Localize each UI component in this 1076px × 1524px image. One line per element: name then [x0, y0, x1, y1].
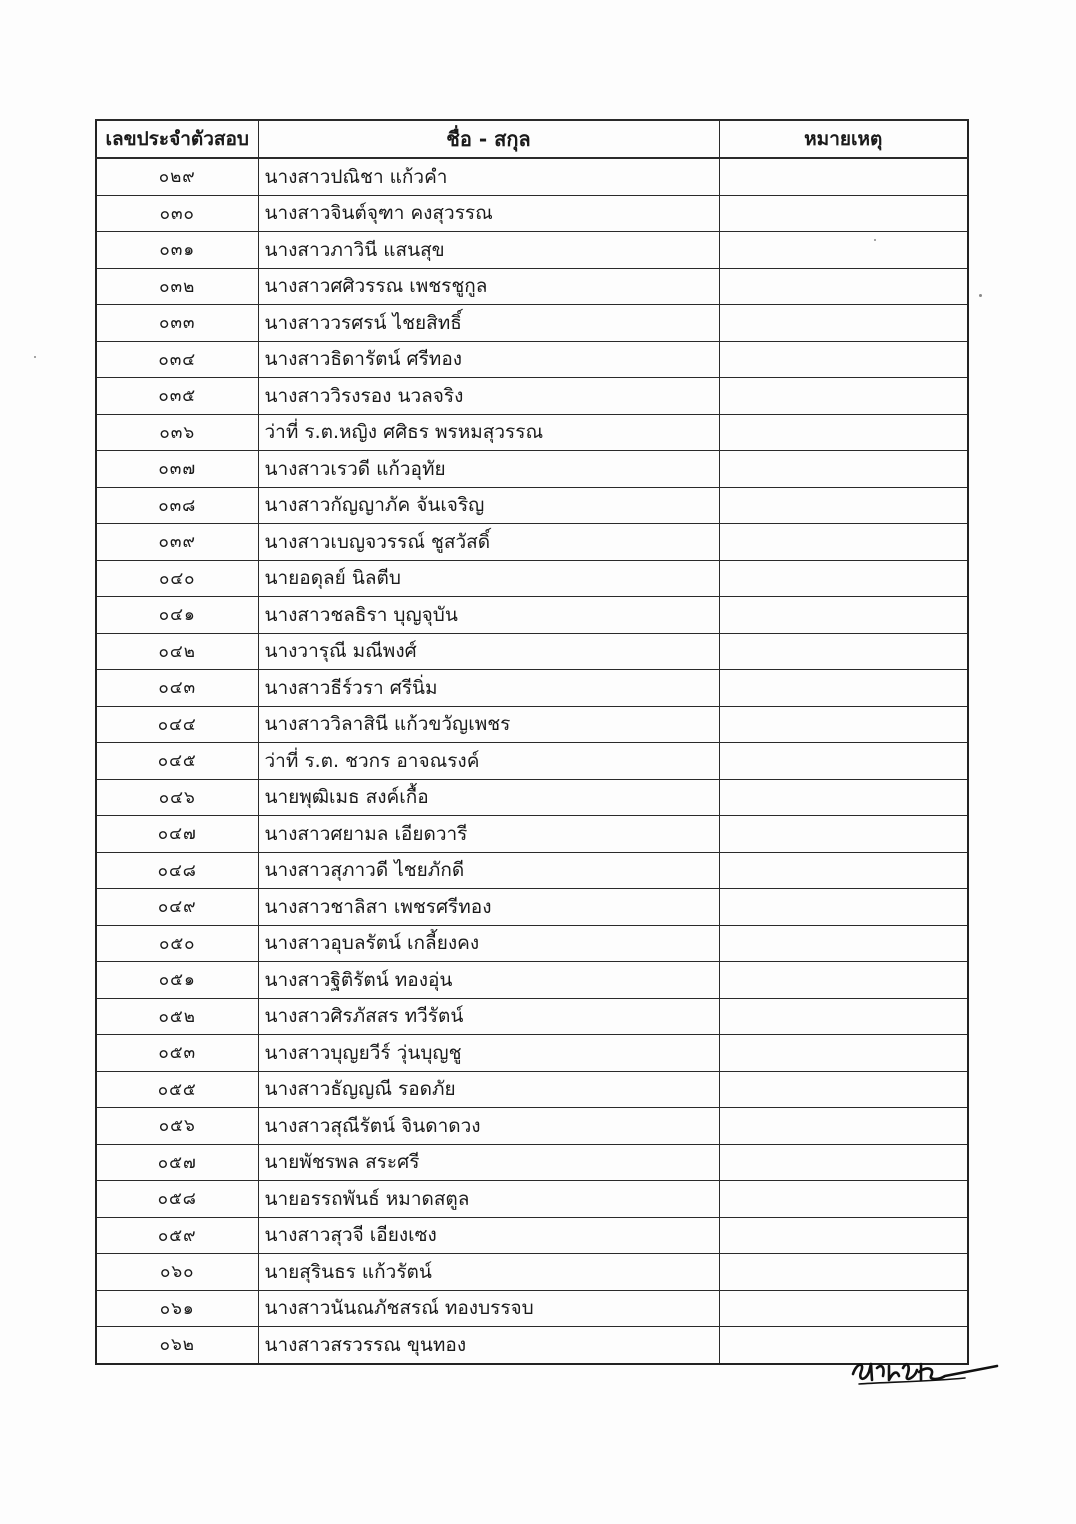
remarks-cell — [719, 378, 968, 415]
table-row — [96, 378, 968, 415]
remarks-cell — [719, 158, 968, 195]
remarks-cell — [719, 1144, 968, 1181]
exam-id-cell: ๐๔๔ — [96, 706, 258, 743]
table-row — [96, 414, 968, 451]
full-name-cell: นางสาวชาลิสา เพชรศรีทอง — [258, 889, 719, 926]
table-row — [96, 1327, 968, 1364]
exam-id-cell: ๐๕๓ — [96, 1035, 258, 1072]
table-row — [96, 195, 968, 232]
exam-id-cell: ๐๕๙ — [96, 1217, 258, 1254]
full-name-cell: นางสาวปณิชา แก้วคำ — [258, 158, 719, 195]
header-full-name: ชื่อ - สกุล — [258, 120, 719, 158]
full-name-cell: นางสาวสุณีรัตน์ จินดาดวง — [258, 1108, 719, 1145]
full-name-cell: นางสาววรศรน์ ไชยสิทธิ์ — [258, 305, 719, 342]
remarks-cell — [719, 852, 968, 889]
exam-id-cell: ๐๓๙ — [96, 524, 258, 561]
full-name-cell: นางสาวฐิติรัตน์ ทองอุ่น — [258, 962, 719, 999]
exam-id-cell: ๐๓๐ — [96, 195, 258, 232]
remarks-cell — [719, 962, 968, 999]
exam-id-cell: ๐๕๕ — [96, 1071, 258, 1108]
table-row — [96, 962, 968, 999]
exam-id-cell: ๐๕๒ — [96, 998, 258, 1035]
remarks-cell — [719, 414, 968, 451]
exam-id-cell: ๐๓๗ — [96, 451, 258, 488]
full-name-cell: นางวารุณี มณีพงศ์ — [258, 633, 719, 670]
remarks-cell — [719, 597, 968, 634]
remarks-cell — [719, 1108, 968, 1145]
remarks-cell — [719, 633, 968, 670]
table-row — [96, 232, 968, 269]
full-name-cell: นางสาวสุวจี เอียงเซง — [258, 1217, 719, 1254]
exam-id-cell: ๐๓๔ — [96, 341, 258, 378]
full-name-cell: นางสาวสรวรรณ ขุนทอง — [258, 1327, 719, 1364]
scan-speck — [979, 294, 982, 297]
exam-id-cell: ๐๕๐ — [96, 925, 258, 962]
exam-id-cell: ๐๓๖ — [96, 414, 258, 451]
full-name-cell: นางสาวศิรภัสสร ทวีรัตน์ — [258, 998, 719, 1035]
remarks-cell — [719, 451, 968, 488]
remarks-cell — [719, 1254, 968, 1291]
full-name-cell: นางสาวศศิวรรณ เพชรชูกูล — [258, 268, 719, 305]
table-row — [96, 852, 968, 889]
remarks-cell — [719, 1290, 968, 1327]
table-row — [96, 743, 968, 780]
table-row — [96, 1035, 968, 1072]
remarks-cell — [719, 779, 968, 816]
remarks-cell — [719, 998, 968, 1035]
table-row — [96, 670, 968, 707]
remarks-cell — [719, 743, 968, 780]
remarks-cell — [719, 925, 968, 962]
full-name-cell: ว่าที่ ร.ต. ชวกร อาจณรงค์ — [258, 743, 719, 780]
examinee-table — [95, 119, 969, 1365]
exam-id-cell: ๐๓๘ — [96, 487, 258, 524]
full-name-cell: นางสาวชลธิรา บุญจุบัน — [258, 597, 719, 634]
full-name-cell: ว่าที่ ร.ต.หญิง ศศิธร พรหมสุวรรณ — [258, 414, 719, 451]
exam-id-cell: ๐๕๘ — [96, 1181, 258, 1218]
signature-icon — [845, 1346, 1005, 1396]
exam-id-cell: ๐๖๑ — [96, 1290, 258, 1327]
remarks-cell — [719, 889, 968, 926]
table-row — [96, 779, 968, 816]
table-row — [96, 816, 968, 853]
exam-id-cell: ๐๓๓ — [96, 305, 258, 342]
remarks-cell — [719, 305, 968, 342]
remarks-cell — [719, 1071, 968, 1108]
table-row — [96, 524, 968, 561]
exam-id-cell: ๐๔๕ — [96, 743, 258, 780]
full-name-cell: นางสาวบุญยวีร์ วุ่นบุญชู — [258, 1035, 719, 1072]
remarks-cell — [719, 670, 968, 707]
exam-id-cell: ๐๖๐ — [96, 1254, 258, 1291]
exam-id-cell: ๐๔๐ — [96, 560, 258, 597]
exam-id-cell: ๐๓๕ — [96, 378, 258, 415]
table-row — [96, 925, 968, 962]
table-row — [96, 1254, 968, 1291]
table-row — [96, 305, 968, 342]
table-row — [96, 451, 968, 488]
header-remarks: หมายเหตุ — [719, 120, 968, 158]
full-name-cell: นางสาวกัญญาภัค จันเจริญ — [258, 487, 719, 524]
full-name-cell: นายสุรินธร แก้วรัตน์ — [258, 1254, 719, 1291]
full-name-cell: นางสาวศยามล เอียดวารี — [258, 816, 719, 853]
full-name-cell: นายอดุลย์ นิลตีบ — [258, 560, 719, 597]
full-name-cell: นางสาวอุบลรัตน์ เกลี้ยงคง — [258, 925, 719, 962]
remarks-cell — [719, 1035, 968, 1072]
exam-id-cell: ๐๓๒ — [96, 268, 258, 305]
table-row — [96, 1181, 968, 1218]
full-name-cell: นางสาวธิดารัตน์ ศรีทอง — [258, 341, 719, 378]
table-row — [96, 1071, 968, 1108]
table-row — [96, 560, 968, 597]
exam-id-cell: ๐๔๓ — [96, 670, 258, 707]
exam-id-cell: ๐๔๒ — [96, 633, 258, 670]
table-row — [96, 597, 968, 634]
full-name-cell: นางสาววิรงรอง นวลจริง — [258, 378, 719, 415]
table-row — [96, 1290, 968, 1327]
scan-speck — [874, 239, 876, 241]
remarks-cell — [719, 487, 968, 524]
remarks-cell — [719, 232, 968, 269]
remarks-cell — [719, 1181, 968, 1218]
full-name-cell: นางสาวธัญญณี รอดภัย — [258, 1071, 719, 1108]
remarks-cell — [719, 560, 968, 597]
full-name-cell: นายพุฒิเมธ สงค์เกื้อ — [258, 779, 719, 816]
full-name-cell: นางสาวสุภาวดี ไชยภักดี — [258, 852, 719, 889]
table-row — [96, 889, 968, 926]
full-name-cell: นางสาวธีร์วรา ศรีนิ่ม — [258, 670, 719, 707]
table-row — [96, 1108, 968, 1145]
exam-id-cell: ๐๔๖ — [96, 779, 258, 816]
table-row — [96, 706, 968, 743]
table-header-row — [96, 120, 968, 158]
table-row — [96, 487, 968, 524]
full-name-cell: นางสาวเบญจวรรณ์ ชูสวัสดิ์ — [258, 524, 719, 561]
table-row — [96, 158, 968, 195]
full-name-cell: นายพัชรพล สระศรี — [258, 1144, 719, 1181]
exam-id-cell: ๐๒๙ — [96, 158, 258, 195]
remarks-cell — [719, 524, 968, 561]
exam-id-cell: ๐๕๑ — [96, 962, 258, 999]
remarks-cell — [719, 268, 968, 305]
full-name-cell: นางสาวภาวินี แสนสุข — [258, 232, 719, 269]
header-exam-id: เลขประจำตัวสอบ — [96, 120, 258, 158]
exam-id-cell: ๐๔๙ — [96, 889, 258, 926]
remarks-cell — [719, 195, 968, 232]
exam-id-cell: ๐๔๘ — [96, 852, 258, 889]
full-name-cell: นางสาวจินต์จุฑา คงสุวรรณ — [258, 195, 719, 232]
scan-speck — [34, 356, 36, 358]
exam-id-cell: ๐๓๑ — [96, 232, 258, 269]
exam-id-cell: ๐๔๗ — [96, 816, 258, 853]
table-row — [96, 633, 968, 670]
exam-id-cell: ๐๕๖ — [96, 1108, 258, 1145]
exam-id-cell: ๐๖๒ — [96, 1327, 258, 1364]
table-row — [96, 268, 968, 305]
table-row — [96, 341, 968, 378]
table-body — [96, 158, 968, 1364]
exam-id-cell: ๐๔๑ — [96, 597, 258, 634]
full-name-cell: นางสาวนันณภัชสรณ์ ทองบรรจบ — [258, 1290, 719, 1327]
table-row — [96, 998, 968, 1035]
exam-id-cell: ๐๕๗ — [96, 1144, 258, 1181]
table-row — [96, 1144, 968, 1181]
remarks-cell — [719, 706, 968, 743]
remarks-cell — [719, 1217, 968, 1254]
full-name-cell: นายอรรถพันธ์ หมาดสตูล — [258, 1181, 719, 1218]
remarks-cell — [719, 341, 968, 378]
full-name-cell: นางสาวเรวดี แก้วอุทัย — [258, 451, 719, 488]
full-name-cell: นางสาววิลาสินี แก้วขวัญเพชร — [258, 706, 719, 743]
table-row — [96, 1217, 968, 1254]
remarks-cell — [719, 816, 968, 853]
